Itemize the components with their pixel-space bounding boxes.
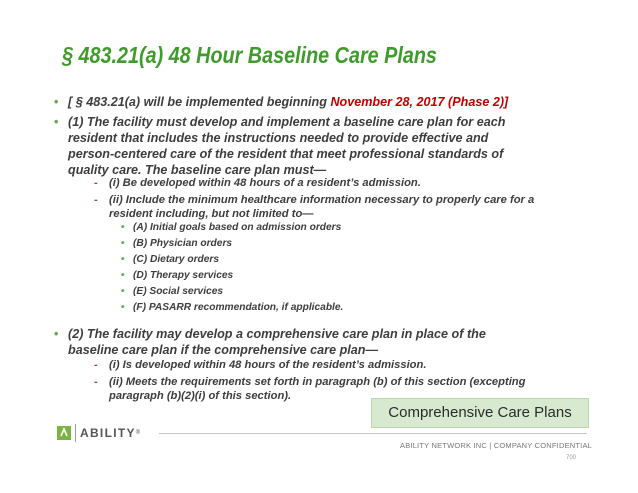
bullet-text-prefix: [ § 483.21(a) will be implemented beginning — [68, 95, 331, 109]
bullet-icon: • — [54, 115, 59, 129]
dash-icon: - — [94, 376, 98, 388]
subsubitem — [121, 253, 220, 266]
bullet-icon: • — [121, 270, 125, 281]
bullet-line: resident that includes the instructions needed to provide effective and — [68, 131, 489, 145]
subsubitem — [121, 301, 344, 314]
bullet-line: (2) The facility may develop a comprehensive care plan in place of the — [68, 327, 486, 341]
subsubitem — [121, 237, 233, 250]
bullet-icon: • — [121, 222, 125, 233]
subitem-line: (ii) Include the minimum healthcare information necessary to properly care for a — [109, 194, 535, 206]
subsubitem — [121, 285, 224, 298]
bullet-comprehensive-care-plan — [54, 326, 588, 358]
subitem-line: (i) Is developed within 48 hours of the resident’s admission. — [109, 359, 427, 371]
slide-title: § 483.21(a) 48 Hour Baseline Care Plans — [62, 42, 437, 68]
subitem-line: (i) Be developed within 48 hours of a resident’s admission. — [109, 177, 421, 189]
subitem-minimum-healthcare-info — [94, 193, 579, 221]
bullet-line: baseline care plan if the comprehensive care plan— — [68, 343, 379, 357]
dash-icon: - — [94, 194, 98, 206]
bullet-implementation-date — [54, 94, 588, 110]
bullet-icon: • — [54, 95, 59, 109]
bullet-line: person-centered care of the resident that meet professional standards of — [68, 147, 504, 161]
logo-registered-mark: ® — [135, 430, 141, 436]
bullet-line: (1) The facility must develop and implement a baseline care plan for each — [68, 115, 506, 129]
implementation-date-highlight: November 28, 2017 (Phase 2)] — [330, 95, 509, 109]
subsubitem — [121, 221, 342, 234]
bullet-icon: • — [121, 254, 125, 265]
bullet-icon: • — [121, 302, 125, 313]
subsubitem — [121, 269, 234, 282]
subsubitem-text: (A) Initial goals based on admission orders — [133, 222, 342, 233]
subitem-line: paragraph (b)(2)(i) of this section). — [109, 390, 292, 402]
subsubitem-text: (B) Physician orders — [133, 238, 233, 249]
subsubitem-text: (F) PASARR recommendation, if applicable. — [133, 302, 344, 313]
dash-icon: - — [94, 359, 98, 371]
bullet-icon: • — [121, 238, 125, 249]
footer-divider — [159, 433, 587, 434]
subsubitem-text: (E) Social services — [133, 286, 224, 297]
bullet-icon: • — [121, 286, 125, 297]
subitem-line: (ii) Meets the requirements set forth in paragraph (b) of this section (excepting — [109, 376, 526, 388]
comprehensive-care-plans-callout: Comprehensive Care Plans — [371, 398, 589, 428]
bullet-icon: • — [54, 327, 59, 341]
ability-logo-mark-icon — [57, 426, 71, 440]
subitem-line: resident including, but not limited to— — [109, 208, 314, 220]
dash-icon: - — [94, 177, 98, 189]
ability-logo — [57, 422, 140, 444]
page-number: 700 — [566, 455, 577, 461]
bullet-line: quality care. The baseline care plan must— — [68, 163, 327, 177]
logo-text: ABILITY — [80, 426, 136, 440]
subsubitem-text: (D) Therapy services — [133, 270, 234, 281]
footer-confidential: ABILITY NETWORK INC | COMPANY CONFIDENTIAL — [400, 441, 593, 450]
subitem-developed-48-hours — [94, 176, 579, 190]
bullet-baseline-care-plan — [54, 114, 588, 178]
subsubitem-text: (C) Dietary orders — [133, 254, 220, 265]
logo-divider — [75, 424, 76, 442]
subitem-developed-48-hours-comprehensive — [94, 358, 579, 372]
